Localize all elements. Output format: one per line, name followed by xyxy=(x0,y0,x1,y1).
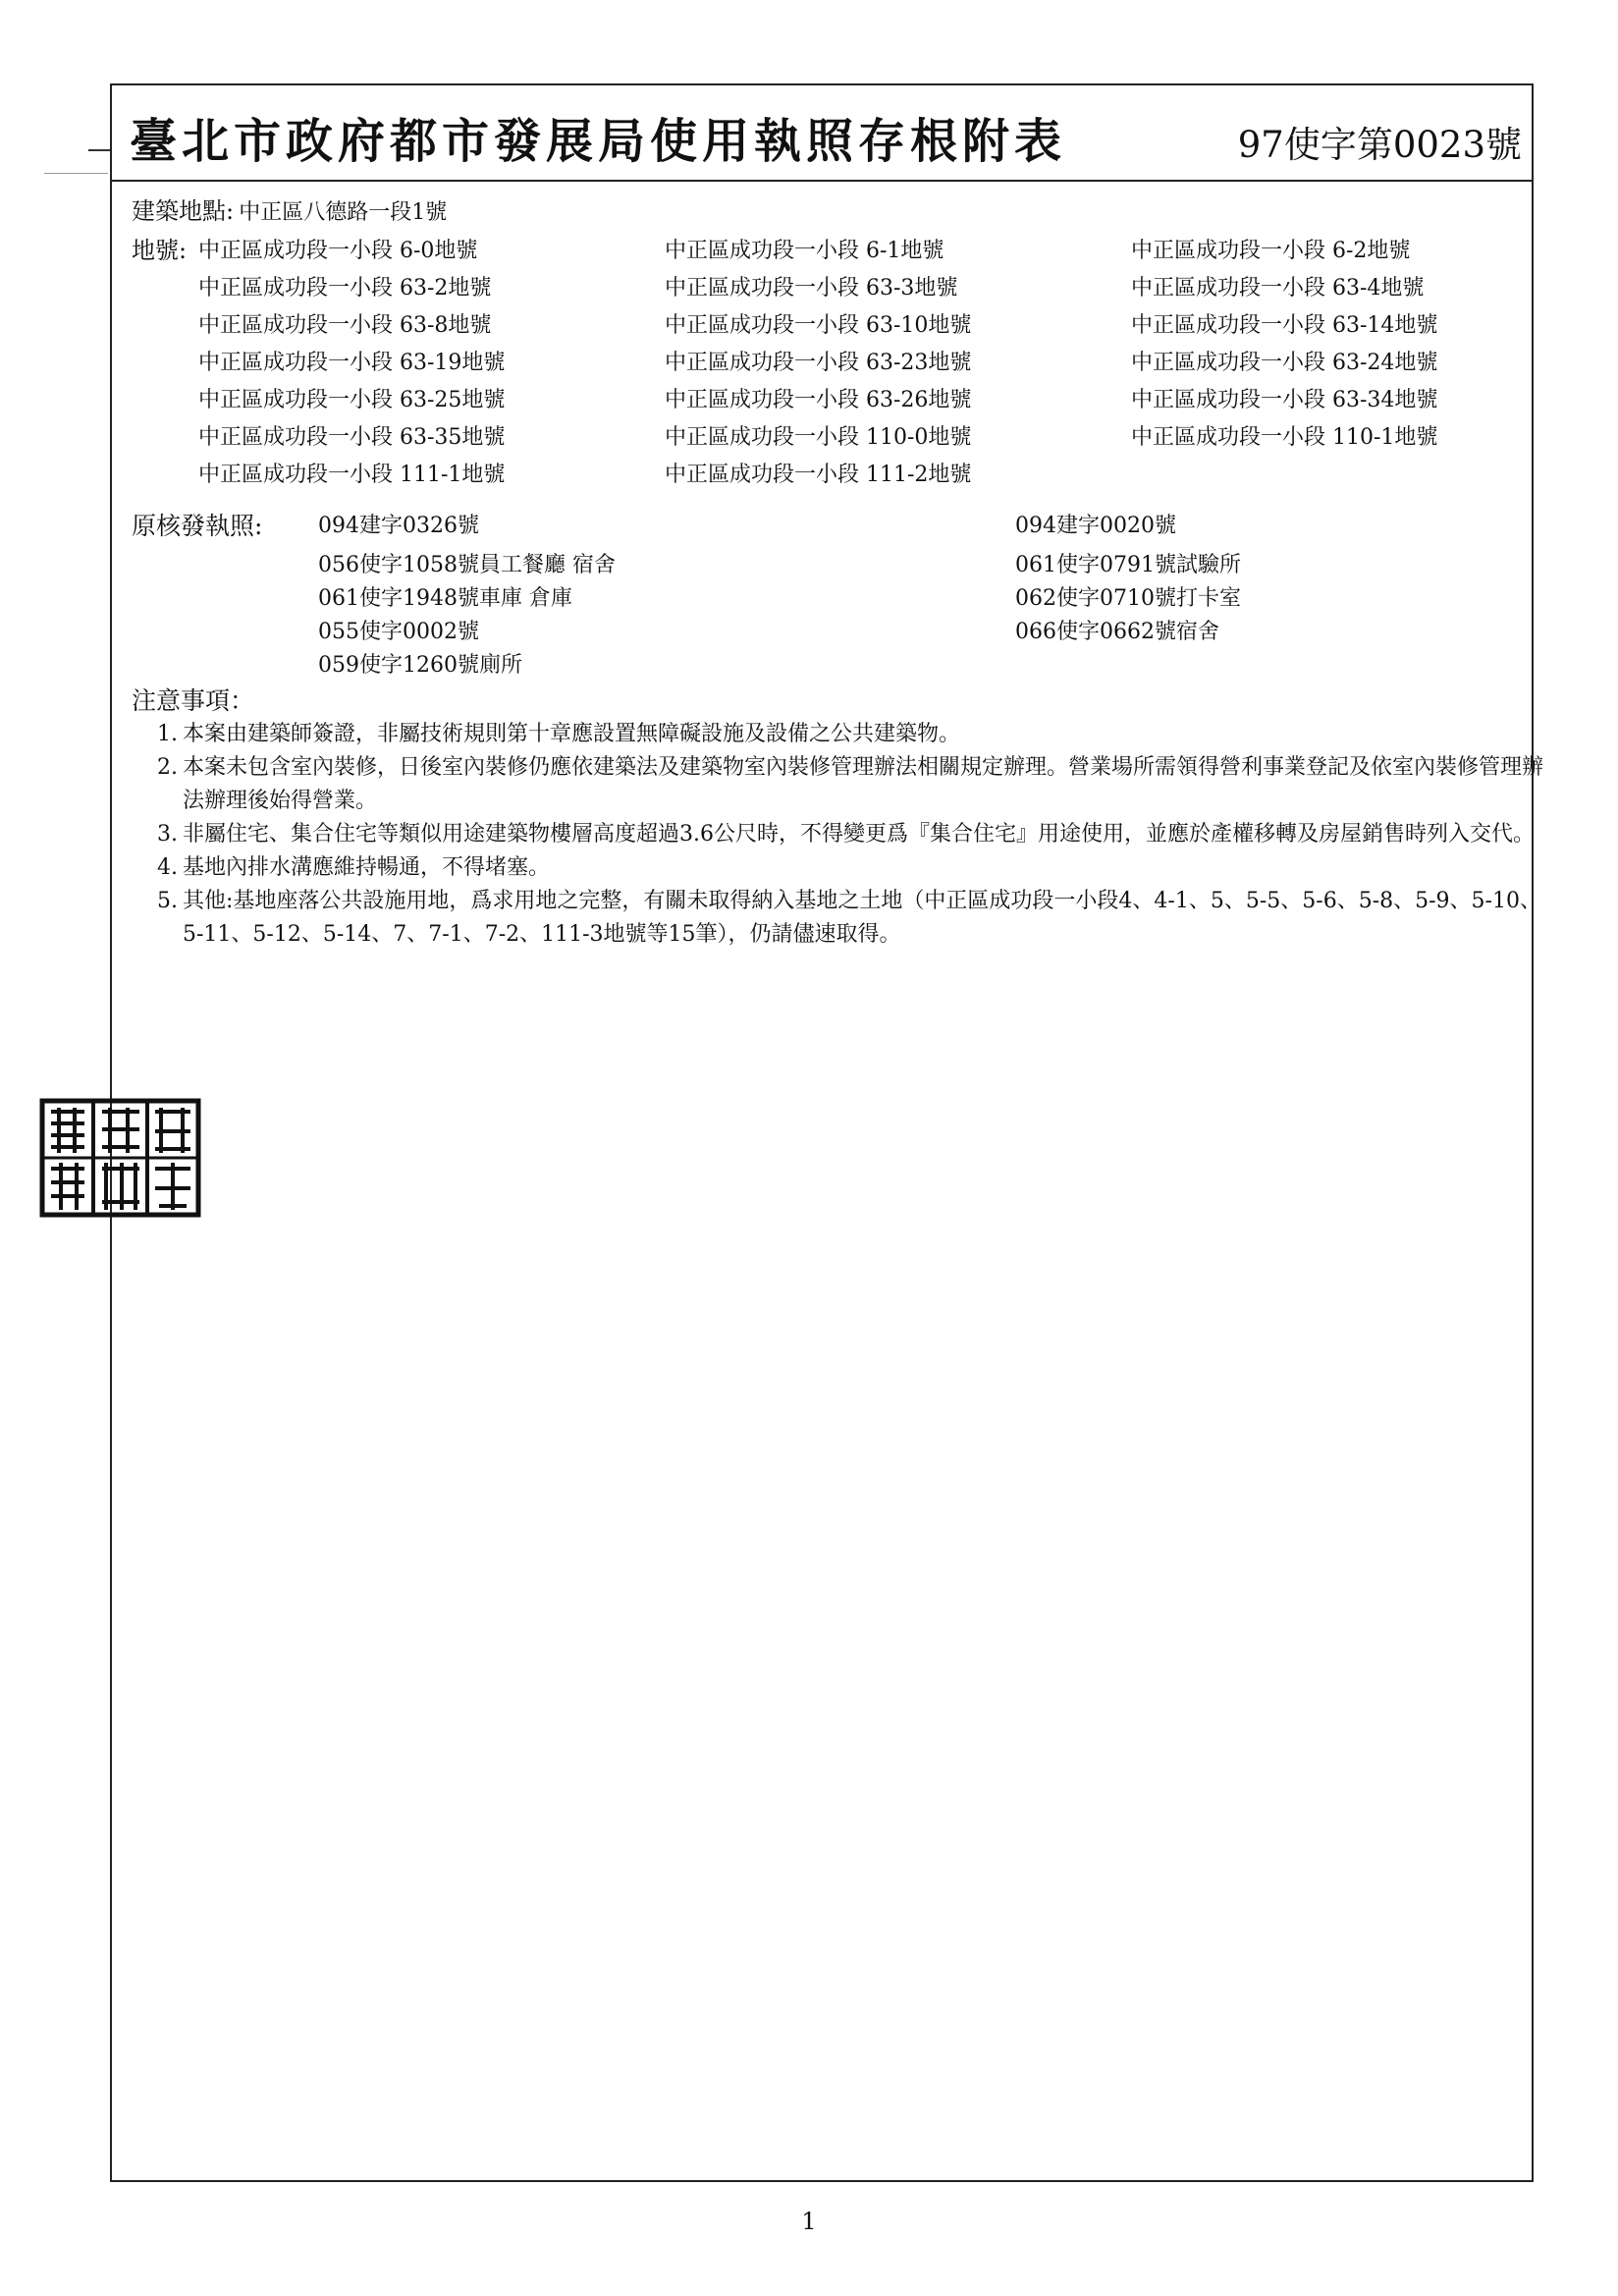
note-item xyxy=(132,818,1547,851)
notes-section xyxy=(132,684,1544,952)
note-text: 基地內排水溝應維持暢通，不得堵塞。 xyxy=(183,855,551,880)
lot-row xyxy=(132,419,1522,457)
note-item xyxy=(132,718,1547,751)
lot-cell: 中正區成功段一小段 63-2地號 xyxy=(198,276,492,301)
document-frame xyxy=(110,83,1544,2182)
official-seal xyxy=(39,1098,201,1218)
note-number: 1. xyxy=(157,722,178,746)
lot-label: 地號: xyxy=(132,237,188,264)
original-permit-item: 062使字0710號打卡室 xyxy=(1015,586,1241,611)
note-item xyxy=(132,885,1547,952)
page-number: 1 xyxy=(801,2208,817,2235)
note-number: 3. xyxy=(157,822,178,847)
lot-cell: 中正區成功段一小段 63-25地號 xyxy=(198,388,506,412)
lot-cell: 中正區成功段一小段 63-8地號 xyxy=(198,313,492,338)
original-permits xyxy=(132,508,1522,681)
original-permit-item: 066使字0662號宿舍 xyxy=(1015,620,1219,644)
document-header xyxy=(112,85,1532,182)
lot-row xyxy=(132,307,1522,345)
lot-cell: 中正區成功段一小段 6-2地號 xyxy=(1131,239,1411,263)
lot-cell: 中正區成功段一小段 63-24地號 xyxy=(1131,351,1438,375)
original-permit-item: 094建字0326號 xyxy=(318,514,479,538)
note-text: 本案未包含室內裝修，日後室內裝修仍應依建築法及建築物室內裝修管理辦法相關規定辦理。營業場所需領得營利事業登記及依室內裝修管理辦法辦理後始得營業。 xyxy=(183,755,1544,813)
lot-cell: 中正區成功段一小段 110-1地號 xyxy=(1131,425,1438,450)
lot-row xyxy=(132,233,1522,270)
lot-cell: 中正區成功段一小段 63-4地號 xyxy=(1131,276,1425,301)
lot-row xyxy=(132,457,1522,494)
lot-cell: 中正區成功段一小段 63-10地號 xyxy=(665,313,972,338)
original-permit-item: 055使字0002號 xyxy=(318,620,479,644)
note-number: 2. xyxy=(157,755,178,780)
lot-row xyxy=(132,382,1522,419)
scan-mark xyxy=(88,149,110,151)
note-item xyxy=(132,751,1547,818)
lot-cell: 中正區成功段一小段 63-34地號 xyxy=(1131,388,1438,412)
document-body xyxy=(132,191,1544,952)
original-permit-item: 094建字0020號 xyxy=(1015,514,1176,538)
lot-cell: 中正區成功段一小段 63-14地號 xyxy=(1131,313,1438,338)
notes-heading: 注意事項： xyxy=(132,686,255,715)
lot-cell: 中正區成功段一小段 63-19地號 xyxy=(198,351,506,375)
note-item xyxy=(132,851,1547,885)
note-text: 非屬住宅、集合住宅等類似用途建築物樓層高度超過3.6公尺時，不得變更爲『集合住宅』用途使用，並應於產權移轉及房屋銷售時列入交代。 xyxy=(183,822,1535,847)
lot-cell: 中正區成功段一小段 6-0地號 xyxy=(198,239,478,263)
building-address xyxy=(132,191,1522,229)
lot-cell: 中正區成功段一小段 111-1地號 xyxy=(198,463,506,487)
original-permit-item: 061使字1948號車庫 倉庫 xyxy=(318,586,572,611)
document-title: 臺北市政府都市發展局使用執照存根附表 xyxy=(130,114,1067,169)
note-number: 4. xyxy=(157,855,178,880)
original-permit-item: 056使字1058號員工餐廳 宿舍 xyxy=(318,553,616,577)
lot-row xyxy=(132,270,1522,307)
lot-cell: 中正區成功段一小段 110-0地號 xyxy=(665,425,972,450)
lot-cell: 中正區成功段一小段 63-26地號 xyxy=(665,388,972,412)
original-permit-item: 061使字0791號試驗所 xyxy=(1015,553,1241,577)
address-label: 建築地點: xyxy=(132,197,235,225)
address-value: 中正區八德路一段1號 xyxy=(239,200,448,225)
lot-cell: 中正區成功段一小段 63-3地號 xyxy=(665,276,958,301)
lot-row xyxy=(132,345,1522,382)
lot-cell: 中正區成功段一小段 111-2地號 xyxy=(665,463,972,487)
note-number: 5. xyxy=(157,889,178,913)
note-text: 其他:基地座落公共設施用地，爲求用地之完整，有關未取得納入基地之土地（中正區成功段一小段4、4-1、5、5-5、5-6、5-8、5-9、5-10、5-11、5-12、5-14、7、7-1、7-2、111-3地號等15筆），仍請儘速取得。 xyxy=(183,889,1541,947)
scan-mark xyxy=(44,173,108,174)
lot-cell: 中正區成功段一小段 63-23地號 xyxy=(665,351,972,375)
lot-cell: 中正區成功段一小段 63-35地號 xyxy=(198,425,506,450)
original-permits-label: 原核發執照: xyxy=(132,512,263,540)
lot-number-table xyxy=(132,233,1522,494)
original-permit-item: 059使字1260號廁所 xyxy=(318,653,522,678)
note-text: 本案由建築師簽證，非屬技術規則第十章應設置無障礙設施及設備之公共建築物。 xyxy=(183,722,961,746)
permit-number: 97使字第0023號 xyxy=(1237,124,1522,166)
lot-cell: 中正區成功段一小段 6-1地號 xyxy=(665,239,944,263)
